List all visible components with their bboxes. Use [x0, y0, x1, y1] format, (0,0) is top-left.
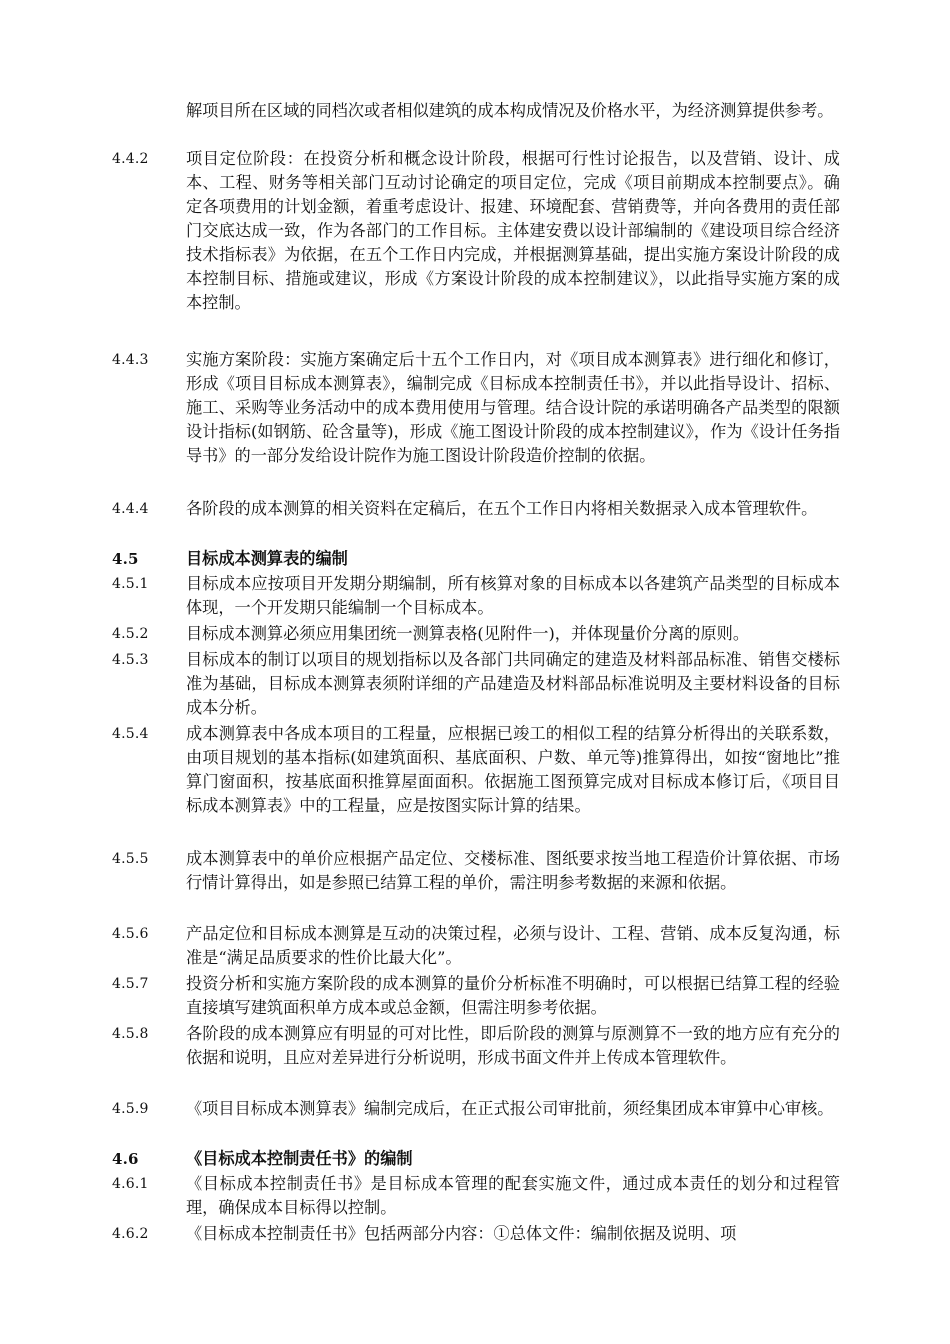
section-number: 4.6: [112, 1150, 139, 1168]
clause-number: 4.5.9: [112, 1101, 149, 1117]
clause-text: 产品定位和目标成本测算是互动的决策过程，必须与设计、工程、营销、成本反复沟通，标准是“满足品质要求的性价比最大化”。: [186, 924, 840, 967]
clause-4-6-1: [112, 1172, 840, 1220]
clause-number: 4.4.4: [112, 501, 149, 517]
section-title: 目标成本测算表的编制: [186, 549, 348, 568]
section-number: 4.5: [112, 550, 139, 568]
clause-4-5-8: [112, 1022, 840, 1070]
clause-text: 目标成本应按项目开发期分期编制，所有核算对象的目标成本以各建筑产品类型的目标成本体现，一个开发期只能编制一个目标成本。: [186, 574, 840, 617]
clause-4-6-2: [112, 1222, 840, 1246]
clause-4-4-3: [112, 348, 840, 468]
section-title: 《目标成本控制责任书》的编制: [186, 1149, 413, 1168]
clause-number: 4.5.5: [112, 851, 149, 867]
clause-number: 4.5.4: [112, 726, 149, 742]
clause-number: 4.5.7: [112, 976, 149, 992]
clause-text: 目标成本的制订以项目的规划指标以及各部门共同确定的建造及材料部品标准、销售交楼标准为基础，目标成本测算表须附详细的产品建造及材料部品标准说明及主要材料设备的目标成本分析。: [186, 650, 840, 717]
clause-4-5-3: [112, 648, 840, 720]
clause-4-5-5: [112, 847, 840, 895]
section-heading-4-5: [112, 547, 840, 571]
clause-text: 成本测算表中的单价应根据产品定位、交楼标准、图纸要求按当地工程造价计算依据、市场行情计算得出，如是参照已结算工程的单价，需注明参考数据的来源和依据。: [186, 849, 840, 892]
clause-text: 成本测算表中各成本项目的工程量，应根据已竣工的相似工程的结算分析得出的关联系数，由项目规划的基本指标(如建筑面积、基底面积、户数、单元等)推算得出，如按“窗地比”推算门窗面积，按基底面积推算屋面面积。依据施工图预算完成对目标成本修订后，《项目目标成本测算表》中的工程量，应是按图实际计算的结果。: [186, 724, 840, 815]
clause-text: 项目定位阶段：在投资分析和概念设计阶段，根据可行性讨论报告，以及营销、设计、成本、工程、财务等相关部门互动讨论确定的项目定位，完成《项目前期成本控制要点》。确定各项费用的计划金额，着重考虑设计、报建、环境配套、营销费等，并向各费用的责任部门交底达成一致，作为各部门的工作目标。主体建安费以设计部编制的《建设项目综合经济技术指标表》为依据，在五个工作日内完成，并根据测算基础，提出实施方案设计阶段的成本控制目标、措施或建议，形成《方案设计阶段的成本控制建议》，以此指导实施方案的成本控制。: [186, 149, 840, 312]
clause-4-5-2: [112, 622, 840, 646]
clause-text: 《目标成本控制责任书》包括两部分内容：①总体文件：编制依据及说明、项: [186, 1224, 737, 1243]
clause-4-5-1: [112, 572, 840, 620]
clause-text: 各阶段的成本测算应有明显的可对比性，即后阶段的测算与原测算不一致的地方应有充分的依据和说明，且应对差异进行分析说明，形成书面文件并上传成本管理软件。: [186, 1024, 840, 1067]
clause-number: 4.4.2: [112, 151, 149, 167]
clause-text: 实施方案阶段：实施方案确定后十五个工作日内，对《项目成本测算表》进行细化和修订，形成《项目目标成本测算表》，编制完成《目标成本控制责任书》，并以此指导设计、招标、施工、采购等业务活动中的成本费用使用与管理。结合设计院的承诺明确各产品类型的限额设计指标(如钢筋、砼含量等)，形成《施工图设计阶段的成本控制建议》，作为《设计任务指导书》的一部分发给设计院作为施工图设计阶段造价控制的依据。: [186, 350, 840, 465]
clause-4-5-9: [112, 1097, 840, 1121]
clause-4-5-4: [112, 722, 840, 818]
clause-number: 4.6.1: [112, 1176, 149, 1192]
clause-4-4-2: [112, 147, 840, 315]
clause-4-5-7: [112, 972, 840, 1020]
clause-text: 《项目目标成本测算表》编制完成后，在正式报公司审批前，须经集团成本审算中心审核。: [186, 1099, 834, 1118]
clause-number: 4.6.2: [112, 1226, 149, 1242]
clause-number: 4.5.2: [112, 626, 149, 642]
section-heading-4-6: [112, 1147, 840, 1171]
clause-text: 《目标成本控制责任书》是目标成本管理的配套实施文件，通过成本责任的划分和过程管理，确保成本目标得以控制。: [186, 1174, 840, 1217]
clause-text: 各阶段的成本测算的相关资料在定稿后，在五个工作日内将相关数据录入成本管理软件。: [186, 499, 818, 518]
clause-number: 4.5.8: [112, 1026, 149, 1042]
clause-4-5-6: [112, 922, 840, 970]
clause-text: 目标成本测算必须应用集团统一测算表格(见附件一)，并体现量价分离的原则。: [186, 624, 750, 643]
paragraph-text: 解项目所在区域的同档次或者相似建筑的成本构成情况及价格水平，为经济测算提供参考。: [186, 101, 834, 120]
clause-number: 4.5.6: [112, 926, 149, 942]
clause-text: 投资分析和实施方案阶段的成本测算的量价分析标准不明确时，可以根据已结算工程的经验直接填写建筑面积单方成本或总金额，但需注明参考依据。: [186, 974, 840, 1017]
clause-number: 4.5.1: [112, 576, 149, 592]
clause-number: 4.4.3: [112, 352, 149, 368]
clause-number: 4.5.3: [112, 652, 149, 668]
clause-4-4-4: [112, 497, 840, 521]
intro-paragraph: [112, 99, 840, 123]
